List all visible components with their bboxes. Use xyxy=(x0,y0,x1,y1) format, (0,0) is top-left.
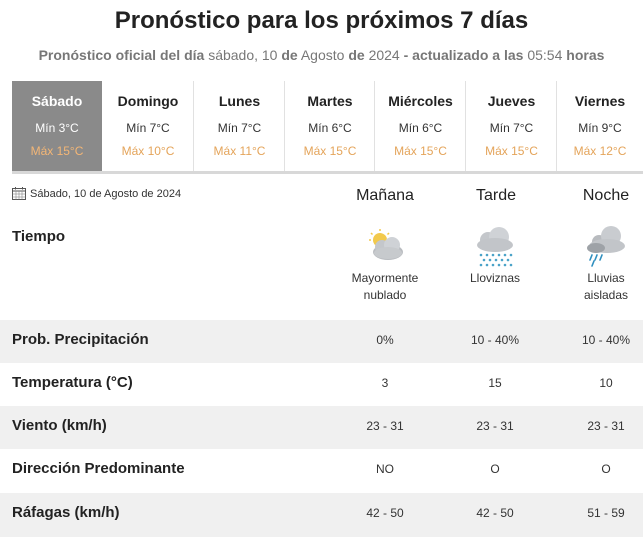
period-night: Noche xyxy=(582,187,630,204)
row-value-morning: 23 - 31 xyxy=(366,419,404,433)
isolated-rain-icon xyxy=(583,226,629,268)
period-afternoon: Tarde xyxy=(475,187,517,204)
day-min-temp: Mín 7°C xyxy=(217,121,262,135)
tiempo-label: Tiempo xyxy=(12,228,66,245)
forecast-subtitle xyxy=(0,47,643,63)
row-value-afternoon: 15 xyxy=(488,376,502,390)
day-tab-lunes[interactable] xyxy=(194,81,285,174)
row-value-night: 51 - 59 xyxy=(587,506,625,520)
day-tabs-underline xyxy=(12,171,643,174)
row-value-night: 10 xyxy=(599,376,613,390)
weather-desc-morning xyxy=(330,270,440,304)
drizzle-icon xyxy=(472,226,518,268)
row-value-afternoon: 42 - 50 xyxy=(476,506,514,520)
weather-desc-line1: Lluvias xyxy=(587,271,625,285)
row-value-night: 23 - 31 xyxy=(587,419,625,433)
day-tab-martes[interactable] xyxy=(285,81,375,174)
row-value-night: O xyxy=(601,462,611,476)
row-viento xyxy=(0,406,643,449)
selected-date xyxy=(12,187,181,200)
row-value-morning: 3 xyxy=(381,376,389,390)
row-label: Ráfagas (km/h) xyxy=(12,504,120,521)
day-min-temp: Mín 3°C xyxy=(35,121,79,135)
row-value-morning: NO xyxy=(376,462,394,476)
day-max-temp: Máx 10°C xyxy=(121,144,175,158)
weather-desc-line1: Mayormente xyxy=(351,271,419,285)
page-title: Pronóstico para los próximos 7 días xyxy=(114,7,529,34)
period-morning: Mañana xyxy=(356,187,414,204)
day-tab-domingo[interactable] xyxy=(102,81,194,174)
day-tab-jueves[interactable] xyxy=(466,81,557,174)
day-max-temp: Máx 15°C xyxy=(394,144,447,158)
row-value-afternoon: 23 - 31 xyxy=(476,419,514,433)
weather-desc-line2: aisladas xyxy=(583,288,629,302)
day-min-temp: Mín 6°C xyxy=(308,121,352,135)
row-label: Prob. Precipitación xyxy=(12,331,149,348)
day-max-temp: Máx 15°C xyxy=(485,144,538,158)
row-label: Dirección Predominante xyxy=(12,460,185,477)
day-name: Jueves xyxy=(487,93,536,109)
day-min-temp: Mín 7°C xyxy=(489,121,534,135)
weather-desc-line2: nublado xyxy=(363,288,407,302)
day-name: Miércoles xyxy=(388,93,453,109)
day-max-temp: Máx 12°C xyxy=(573,144,627,158)
row-prob-precipitacion xyxy=(0,320,643,363)
subtitle-de2: de xyxy=(348,47,365,63)
partly-cloudy-icon xyxy=(362,226,408,268)
subtitle-year: 2024 xyxy=(368,47,400,63)
row-value-morning: 0% xyxy=(376,333,394,347)
day-max-temp: Máx 15°C xyxy=(303,144,357,158)
day-name: Lunes xyxy=(218,93,261,109)
subtitle-prefix: Pronóstico oficial del día xyxy=(38,47,205,63)
weather-desc-afternoon xyxy=(440,270,550,287)
row-rafagas xyxy=(0,493,643,537)
subtitle-suffix: horas xyxy=(566,47,605,63)
day-name: Martes xyxy=(307,93,353,109)
row-value-morning: 42 - 50 xyxy=(366,506,404,520)
day-tab-sabado[interactable] xyxy=(12,81,102,174)
day-name: Viernes xyxy=(574,93,626,109)
day-min-temp: Mín 7°C xyxy=(126,121,170,135)
row-temperatura xyxy=(0,363,643,406)
subtitle-time: 05:54 xyxy=(527,47,563,63)
day-max-temp: Máx 15°C xyxy=(30,144,84,158)
day-name: Sábado xyxy=(31,93,83,109)
day-min-temp: Mín 9°C xyxy=(578,121,622,135)
row-value-afternoon: O xyxy=(490,462,500,476)
day-name: Domingo xyxy=(117,93,179,109)
row-value-afternoon: 10 - 40% xyxy=(470,333,520,347)
day-tab-viernes[interactable] xyxy=(557,81,643,174)
weather-desc-night xyxy=(551,270,643,304)
row-label: Viento (km/h) xyxy=(12,417,107,434)
selected-date-label: Sábado, 10 de Agosto de 2024 xyxy=(30,187,182,200)
weather-desc-line1: Lloviznas xyxy=(469,271,521,285)
day-min-temp: Mín 6°C xyxy=(398,121,443,135)
subtitle-date-day: sábado, 10 xyxy=(208,47,278,63)
day-tab-miercoles[interactable] xyxy=(375,81,466,174)
subtitle-month: Agosto xyxy=(300,47,345,63)
day-max-temp: Máx 11°C xyxy=(213,144,266,158)
calendar-icon xyxy=(12,187,26,200)
day-tabs xyxy=(12,81,643,174)
row-direccion xyxy=(0,449,643,492)
row-label: Temperatura (°C) xyxy=(12,374,133,391)
subtitle-de: de xyxy=(281,47,298,63)
subtitle-updated: - actualizado a las xyxy=(403,47,524,63)
row-value-night: 10 - 40% xyxy=(581,333,631,347)
